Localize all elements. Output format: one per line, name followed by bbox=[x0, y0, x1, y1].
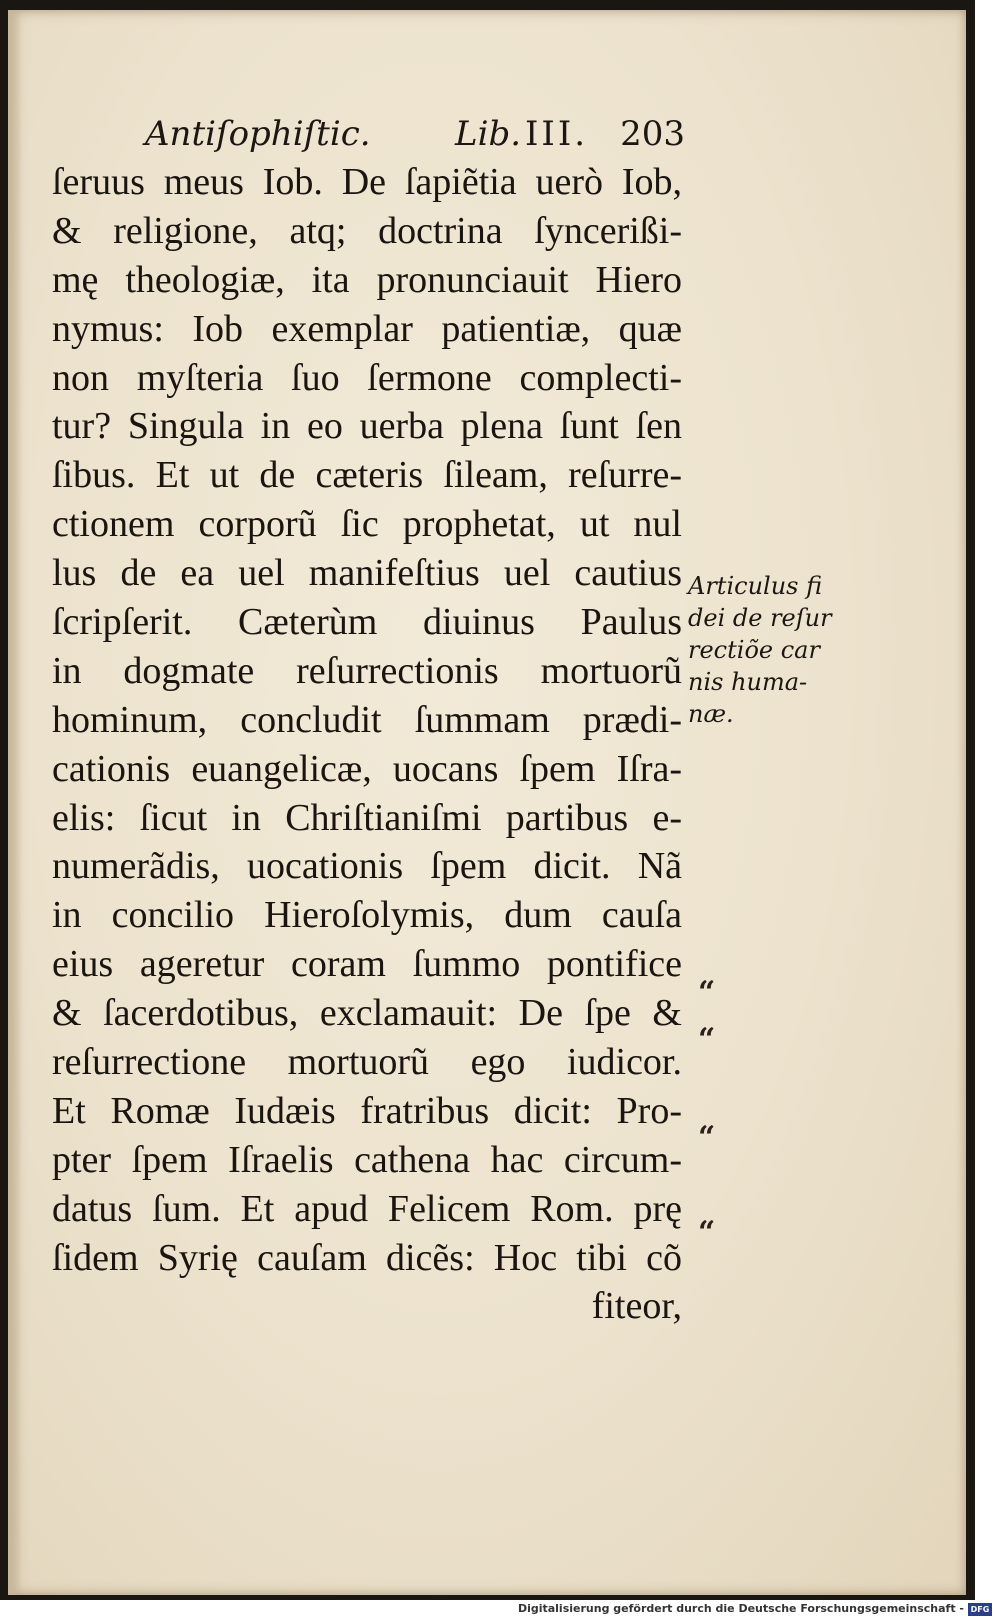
text-line: ſcripſerit. Cæterùm diuinus Paulus bbox=[52, 601, 682, 644]
text-line: eius ageretur coram ſummo pontifice bbox=[52, 943, 682, 986]
quotation-mark: “ bbox=[698, 1215, 716, 1250]
marginal-note-line: rectiõe car bbox=[688, 636, 820, 664]
page-number: 203 bbox=[620, 114, 685, 154]
text-line: ſibus. Et ut de cæteris ſileam, reſurre- bbox=[52, 454, 682, 497]
running-head-title: Antiſophiſtic. bbox=[145, 114, 371, 154]
text-line: numerãdis, uocationis ſpem dicit. Nã bbox=[52, 845, 682, 888]
marginal-note-line: Articulus fi bbox=[688, 572, 823, 600]
text-line: & ſacerdotibus, exclamauit: De ſpe & bbox=[52, 992, 682, 1035]
text-line: hominum, concludit ſummam prædi- bbox=[52, 698, 682, 741]
running-head bbox=[145, 110, 685, 160]
marginal-note-line: næ. bbox=[688, 700, 734, 728]
marginal-note-line: nis huma- bbox=[688, 668, 808, 696]
text-line: non myſteria ſuo ſermone complecti- bbox=[52, 356, 682, 399]
text-line: & religione, atq; doctrina ſyncerißi- bbox=[52, 209, 682, 252]
text-line: ctionem corporũ ſic prophetat, ut nul bbox=[52, 503, 682, 546]
funding-credit: Digitalisierung gefördert durch die Deutsche Forschungsgemeinschaft - bbox=[517, 1602, 964, 1615]
page-gutter-shadow bbox=[8, 10, 22, 1595]
text-line: reſurrectione mortuorũ ego iudicor. bbox=[52, 1041, 682, 1084]
text-line: in concilio Hieroſolymis, dum cauſa bbox=[52, 894, 682, 937]
text-line: in dogmate reſurrectionis mortuorũ bbox=[52, 649, 682, 692]
marginal-note-line: dei de reſur bbox=[688, 604, 832, 632]
quotation-mark: “ bbox=[698, 1022, 716, 1057]
catchword: fiteor, bbox=[591, 1285, 682, 1328]
running-head-book-number: III. bbox=[525, 114, 589, 154]
text-line: lus de ea uel manifeſtius uel cautius bbox=[52, 552, 682, 595]
text-line: ſeruus meus Iob. De ſapiẽtia uerò Iob, bbox=[52, 161, 682, 203]
quotation-mark: “ bbox=[698, 1120, 716, 1155]
text-line: tur? Singula in eo uerba plena ſunt ſen bbox=[52, 405, 682, 448]
dfg-logo: DFG bbox=[968, 1603, 992, 1616]
text-line: ſidem Syrię cauſam dicẽs: Hoc tibi cõ bbox=[52, 1236, 682, 1279]
text-line: nymus: Iob exemplar patientiæ, quæ bbox=[52, 307, 682, 350]
marginal-note bbox=[688, 570, 833, 730]
text-line: elis: ſicut in Chriſtianiſmi partibus e- bbox=[52, 796, 682, 839]
text-line: mę theologiæ, ita pronunciauit Hiero bbox=[52, 258, 682, 301]
text-line: Et Romæ Iudæis fratribus dicit: Pro- bbox=[52, 1089, 682, 1132]
text-line: pter ſpem Iſraelis cathena hac circum- bbox=[52, 1138, 682, 1181]
text-line: cationis euangelicæ, uocans ſpem Iſra- bbox=[52, 747, 682, 790]
text-line: datus ſum. Et apud Felicem Rom. prę bbox=[52, 1187, 682, 1230]
quotation-mark: “ bbox=[698, 975, 716, 1010]
body-text bbox=[52, 158, 682, 1331]
running-head-book: Lib. bbox=[455, 114, 522, 154]
